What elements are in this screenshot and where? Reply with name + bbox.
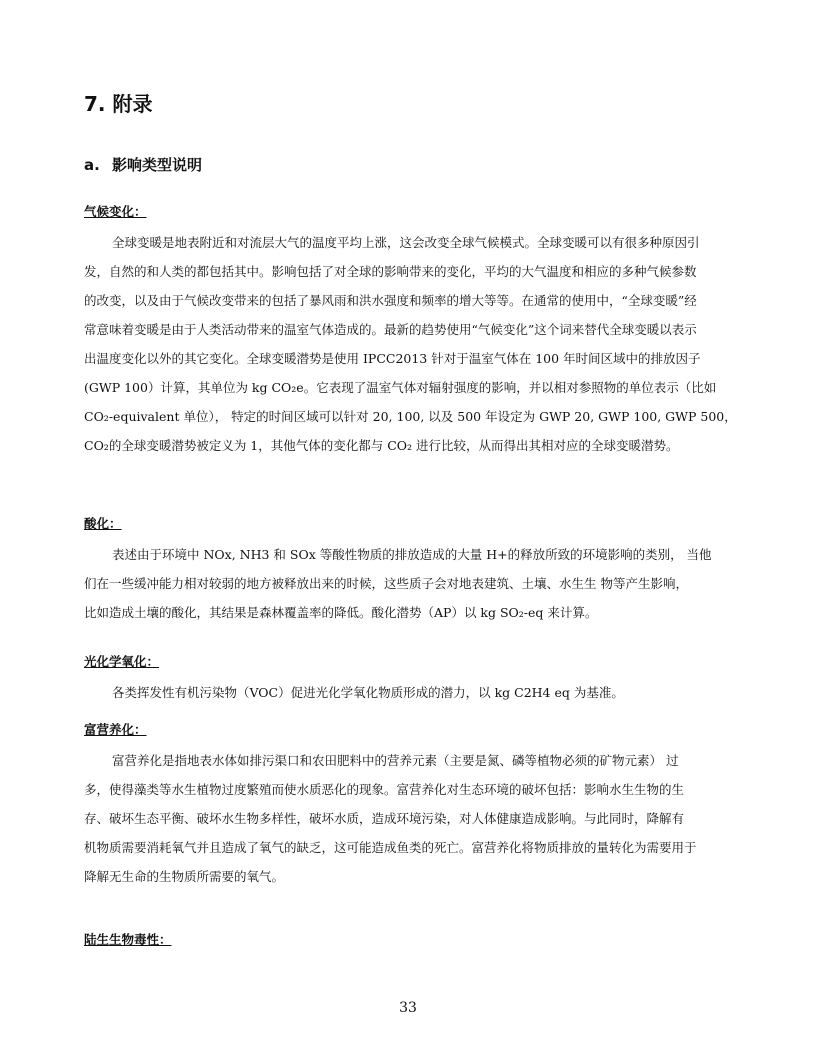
paragraph-line: 比如造成土壤的酸化，其结果是森林覆盖率的降低。酸化潜势（AP）以 kg SO₂-eq 来计算。 bbox=[84, 605, 598, 620]
paragraph-eutrophication bbox=[84, 746, 744, 891]
paragraph-acidification bbox=[84, 540, 744, 627]
paragraph-line: (GWP 100）计算，其单位为 kg CO₂e。它表现了温室气体对辐射强度的影响，并以相对参照物的单位表示（比如 bbox=[84, 380, 717, 395]
paragraph-line: 表述由于环境中 NOx, NH3 和 SOx 等酸性物质的排放造成的大量 H+的释放所致的环境影响的类别， 当他 bbox=[112, 547, 712, 562]
paragraph-climate-change bbox=[84, 228, 744, 460]
paragraph-line: 存、破坏生态平衡、破坏水生物多样性，破坏水质，造成环境污染，对人体健康造成影响。与此同时，降解有 bbox=[84, 811, 685, 826]
section-title-photochemical-oxidation: 光化学氧化： bbox=[84, 654, 160, 669]
paragraph-line: 各类挥发性有机污染物（VOC）促进光化学氧化物质形成的潜力，以 kg C2H4 eq 为基准。 bbox=[112, 685, 624, 700]
paragraph-line: CO₂的全球变暖潜势被定义为 1，其他气体的变化都与 CO₂ 进行比较，从而得出其相对应的全球变暖潜势。 bbox=[84, 438, 679, 453]
paragraph-line: 们在一些缓冲能力相对较弱的地方被释放出来的时候，这些质子会对地表建筑、土壤、水生生 物等产生影响， bbox=[84, 576, 688, 591]
section-title-climate-change: 气候变化： bbox=[84, 204, 147, 219]
paragraph-line: 出温度变化以外的其它变化。全球变暖潜势是使用 IPCC2013 针对于温室气体在 100 年时间区域中的排放因子 bbox=[84, 351, 701, 366]
paragraph-line: 多，使得藻类等水生植物过度繁殖而使水质恶化的现象。富营养化对生态环境的破坏包括：影响水生生物的生 bbox=[84, 782, 685, 797]
section-title-terrestrial-ecotoxicity: 陆生生物毒性： bbox=[84, 932, 172, 947]
impact-types-subheading bbox=[84, 154, 202, 175]
paragraph-line: 机物质需要消耗氧气并且造成了氧气的缺乏，这可能造成鱼类的死亡。富营养化将物质排放的量转化为需要用于 bbox=[84, 840, 697, 855]
paragraph-photochemical-oxidation bbox=[84, 678, 744, 707]
section-title-acidification: 酸化： bbox=[84, 516, 122, 531]
subheading-marker: a. bbox=[84, 156, 100, 174]
page-number: 33 bbox=[399, 1000, 417, 1016]
paragraph-line: 全球变暖是地表附近和对流层大气的温度平均上涨，这会改变全球气候模式。全球变暖可以有很多种原因引 bbox=[112, 235, 700, 250]
paragraph-line: 的改变，以及由于气候改变带来的包括了暴风雨和洪水强度和频率的增大等等。在通常的使用中，“全球变暖”经 bbox=[84, 293, 697, 308]
paragraph-line: 降解无生命的生物质所需要的氧气。 bbox=[84, 869, 285, 884]
paragraph-line: 发，自然的和人类的都包括其中。影响包括了对全球的影响带来的变化，平均的大气温度和相应的多种气候参数 bbox=[84, 264, 697, 279]
appendix-heading: 7. 附录 bbox=[84, 92, 153, 116]
subheading-text: 影响类型说明 bbox=[112, 156, 203, 174]
section-title-eutrophication: 富营养化： bbox=[84, 722, 147, 737]
paragraph-line: 富营养化是指地表水体如排污渠口和农田肥料中的营养元素（主要是氮、磷等植物必须的矿物元素） 过 bbox=[112, 753, 679, 768]
paragraph-line: 常意味着变暖是由于人类活动带来的温室气体造成的。最新的趋势使用“气候变化”这个词来替代全球变暖以表示 bbox=[84, 322, 697, 337]
paragraph-line: CO₂-equivalent 单位）， 特定的时间区域可以针对 20, 100, 以及 500 年设定为 GWP 20, GWP 100, GWP 500， bbox=[84, 409, 737, 424]
